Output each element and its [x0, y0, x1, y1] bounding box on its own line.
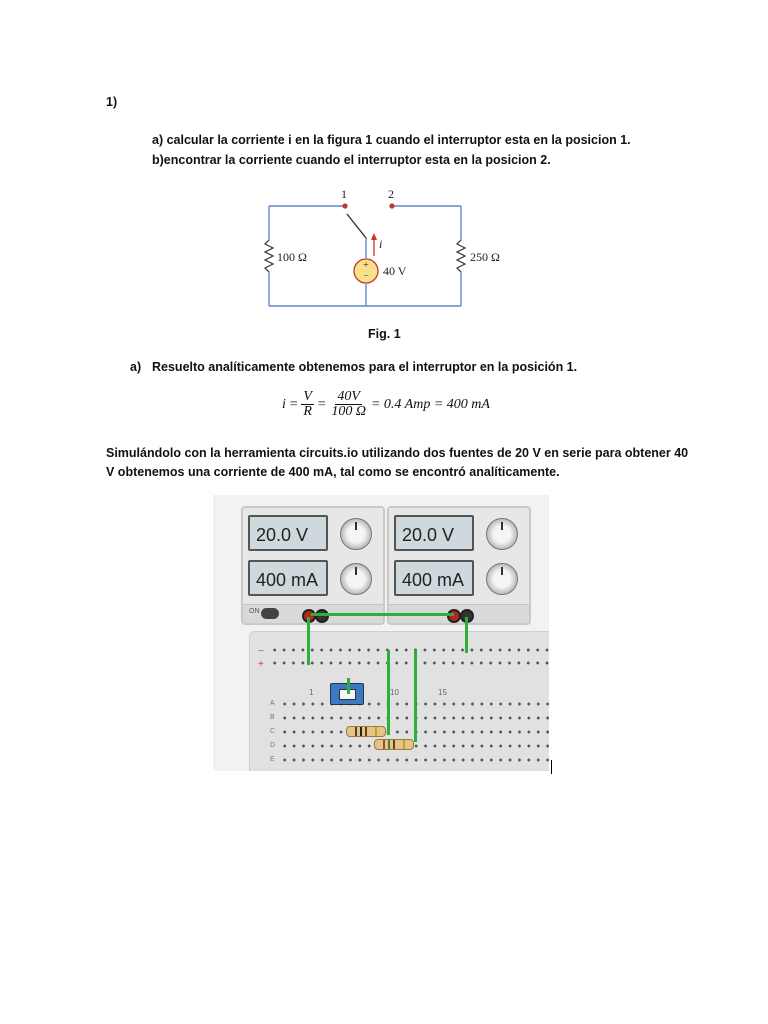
switch-node-2	[389, 203, 394, 208]
power-supply-2	[387, 506, 531, 625]
resistor-250-label: 250 Ω	[470, 250, 500, 264]
psu2-current-display: 400 mA	[394, 560, 474, 596]
answer-text: Resuelto analíticamente obtenemos para el interruptor en la posición 1.	[152, 360, 578, 374]
resistor-250[interactable]	[374, 739, 414, 750]
question-item-b: b)encontrar la corriente cuando el interruptor esta en la posicion 2.	[152, 153, 551, 167]
circuit-diagram	[255, 180, 515, 310]
row-d-holes	[280, 744, 549, 748]
fraction-numerator: 40V	[337, 389, 360, 404]
answer-marker: a)	[130, 360, 142, 374]
rail-minus-label: −	[258, 646, 264, 657]
row-label-d: D	[270, 742, 276, 749]
psu1-power-toggle[interactable]	[261, 608, 279, 619]
simulator-screenshot	[213, 495, 549, 771]
psu1-voltage-knob[interactable]	[340, 518, 372, 550]
source-minus: −	[363, 271, 369, 282]
psu1-terminal-negative[interactable]	[315, 609, 329, 623]
resistor-250-symbol	[457, 240, 465, 272]
fraction-v-over-r	[301, 390, 314, 419]
rail-top-holes	[270, 648, 549, 652]
rail-plus-label: +	[258, 659, 264, 670]
row-e-holes	[280, 758, 549, 762]
source-label: 40 V	[383, 264, 407, 278]
wire-psu2-down[interactable]	[465, 617, 468, 653]
switch-node-1	[342, 203, 347, 208]
psu2-voltage-display: 20.0 V	[394, 515, 474, 551]
psu1-current-knob[interactable]	[340, 563, 372, 595]
fraction-r: R	[303, 404, 312, 419]
breadboard	[249, 631, 549, 771]
switch-label-1: 1	[341, 187, 347, 201]
psu2-terminal-positive[interactable]	[447, 609, 461, 623]
source-plus: +	[363, 260, 369, 271]
row-label-a: A	[270, 700, 275, 707]
psu1-current-display: 400 mA	[248, 560, 328, 596]
power-supply-1	[241, 506, 385, 625]
psu2-voltage-knob[interactable]	[486, 518, 518, 550]
resistor-100-symbol	[265, 240, 273, 272]
fraction-values	[329, 390, 368, 419]
column-number-15: 15	[438, 688, 447, 697]
row-label-e: E	[270, 756, 275, 763]
psu1-on-label: ON	[249, 608, 260, 615]
wire-column-2[interactable]	[414, 650, 417, 742]
simulation-paragraph-line1: Simulándolo con la herramienta circuits.io utilizando dos fuentes de 20 V en serie para obtener 40	[106, 446, 689, 460]
psu2-current-knob[interactable]	[486, 563, 518, 595]
equation-lhs: i	[282, 396, 286, 412]
equation-equals: =	[288, 396, 299, 412]
psu1-voltage-display: 20.0 V	[248, 515, 328, 551]
row-label-c: C	[270, 728, 276, 735]
current-label: i	[379, 237, 383, 251]
ohm-law-equation	[282, 390, 490, 419]
resistor-100-label: 100 Ω	[277, 250, 307, 264]
row-label-b: B	[270, 714, 275, 721]
wire-switch-to-rail[interactable]	[347, 678, 350, 694]
figure-caption: Fig. 1	[368, 327, 401, 341]
question-number: 1)	[106, 95, 118, 109]
question-item-a: a) calcular la corriente i en la figura 1 cuando el interruptor esta en la posicion 1.	[152, 133, 631, 147]
switch-label-2: 2	[388, 187, 394, 201]
column-number-1: 1	[309, 688, 314, 697]
rail-bottom-holes	[270, 661, 549, 665]
column-number-10: 10	[390, 688, 399, 697]
equation-equals-2: =	[316, 396, 327, 412]
text-cursor	[551, 760, 552, 774]
fraction-denominator: 100 Ω	[331, 404, 366, 419]
wire-psu1-down[interactable]	[307, 617, 310, 665]
resistor-100[interactable]	[346, 726, 386, 737]
switch-arm	[347, 214, 366, 238]
wire-column-1[interactable]	[387, 650, 390, 735]
wire-psu1-to-psu2[interactable]	[311, 613, 454, 616]
equation-result: = 0.4 Amp = 400 mA	[370, 396, 490, 412]
simulation-paragraph-line2: V obtenemos una corriente de 400 mA, tal como se encontró analíticamente.	[106, 465, 560, 479]
fraction-v: V	[303, 389, 312, 404]
